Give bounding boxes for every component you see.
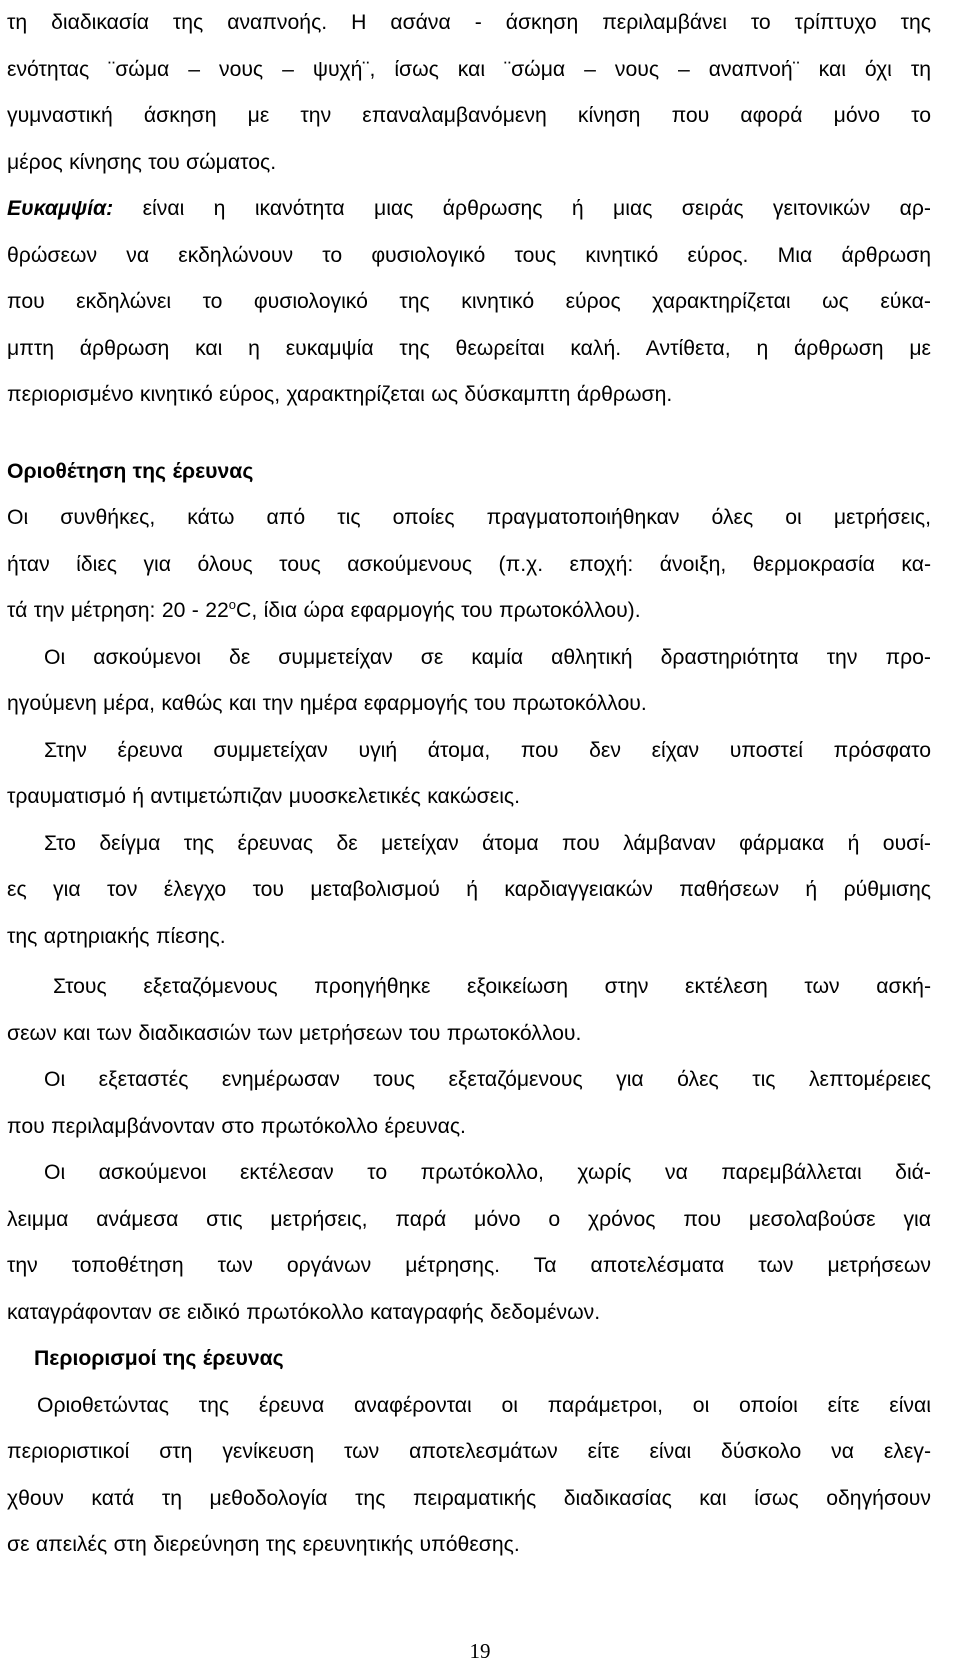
text-line: της αρτηριακής πίεσης. <box>7 924 226 948</box>
text-line: ηγούμενη μέρα, καθώς και την ημέρα εφαρμογής του πρωτοκόλλου. <box>7 692 647 715</box>
temperature-text-continued: C, ίδια ώρα εφαρμογής του πρωτοκόλλου). <box>236 599 641 622</box>
text-line: μέρος κίνησης του σώματος. <box>7 150 277 174</box>
paragraph <box>7 1150 931 1336</box>
section-heading: Οριοθέτηση της έρευνας <box>7 459 254 483</box>
document-body <box>7 0 931 1569</box>
text-line: Στο δείγμα της έρευνας δε μετείχαν άτομα που λάμβαναν φάρμακα ή ουσί- <box>44 831 931 855</box>
temperature-text: τά την μέτρηση: 20 - 22 <box>7 599 229 622</box>
text-line: Στην έρευνα συμμετείχαν υγιή άτομα, που δεν είχαν υποστεί πρόσφατο <box>44 738 931 762</box>
text-line: λειμμα ανάμεσα στις μετρήσεις, παρά μόνο ο χρόνος που μεσολαβούσε για <box>7 1207 931 1231</box>
text-line: Στους εξεταζόμενους προηγήθηκε εξοικείωση στην εκτέλεση των ασκή- <box>53 975 931 998</box>
text-line <box>7 186 931 233</box>
conditions-paragraph <box>7 495 931 635</box>
paragraph <box>7 964 931 1057</box>
text-line: ες για τον έλεγχο του μεταβολισμού ή καρδιαγγειακών παθήσεων ή ρύθμισης <box>7 878 931 901</box>
text-line: θρώσεων να εκδηλώνουν το φυσιολογικό τους κινητικό εύρος. Μια άρθρωση <box>7 243 931 267</box>
text-line: περιορισμένο κινητικό εύρος, χαρακτηρίζεται ως δύσκαμπτη άρθρωση. <box>7 383 673 406</box>
delimitation-section <box>7 449 931 1337</box>
text-line: χθουν κατά τη μεθοδολογία της πειραματικής διαδικασίας και ίσως οδηγήσουν <box>7 1486 931 1510</box>
flexibility-paragraph <box>7 186 931 419</box>
section-heading: Περιορισμοί της έρευνας <box>34 1347 284 1370</box>
text-line: σεων και των διαδικασιών των μετρήσεων του πρωτοκόλλου. <box>7 1021 582 1045</box>
flexibility-term: Ευκαμψία: <box>7 197 114 220</box>
text-line: Οι συνθήκες, κάτω από τις οποίες πραγματοποιήθηκαν όλες οι μετρήσεις, <box>7 506 931 529</box>
text-line: καταγράφονταν σε ειδικό πρωτόκολλο καταγραφής δεδομένων. <box>7 1300 601 1324</box>
paragraph <box>7 635 931 728</box>
text-line: ενότητας ¨σώμα – νους – ψυχή¨, ίσως και ¨σώμα – νους – αναπνοή¨ και όχι τη <box>7 57 931 81</box>
text-line: τη διαδικασία της αναπνοής. Η ασάνα - άσκηση περιλαμβάνει το τρίπτυχο της <box>7 11 931 34</box>
text-line: Οι εξεταστές ενημέρωσαν τους εξεταζόμενους για όλες τις λεπτομέρειες <box>44 1068 931 1091</box>
intro-paragraph <box>7 0 931 186</box>
paragraph <box>7 728 931 821</box>
text-line: που περιλαμβάνονταν στο πρωτόκολλο έρευνας. <box>7 1114 466 1138</box>
degree-superscript: ο <box>228 597 237 612</box>
flexibility-definition: είναι η ικανότητα μιας άρθρωσης ή μιας σειράς γειτονικών αρ- <box>113 197 931 220</box>
text-line: τραυματισμό ή αντιμετώπιζαν μυοσκελετικές κακώσεις. <box>7 785 521 808</box>
text-line: μπτη άρθρωση και η ευκαμψία της θεωρείται καλή. Αντίθετα, η άρθρωση με <box>7 336 931 360</box>
page-number: 19 <box>469 1639 491 1663</box>
section-gap <box>7 419 931 449</box>
text-line: γυμναστική άσκηση με την επαναλαμβανόμενη κίνηση που αφορά μόνο το <box>7 104 931 127</box>
text-line: που εκδηλώνει το φυσιολογικό της κινητικό εύρος χαρακτηρίζεται ως εύκα- <box>7 290 931 313</box>
text-line: σε απειλές στη διερεύνηση της ερευνητικής υπόθεσης. <box>7 1533 520 1556</box>
limitations-section <box>7 1336 931 1569</box>
text-line <box>7 588 931 635</box>
text-line: την τοποθέτηση των οργάνων μέτρησης. Τα αποτελέσματα των μετρήσεων <box>7 1254 931 1277</box>
text-line: Οι ασκούμενοι δε συμμετείχαν σε καμία αθλητική δραστηριότητα την προ- <box>44 645 931 669</box>
text-line: ήταν ίδιες για όλους τους ασκούμενους (π.χ. εποχή: άνοιξη, θερμοκρασία κα- <box>7 552 931 576</box>
text-line: Οριοθετώντας της έρευνα αναφέρονται οι παράμετροι, οι οποίοι είτε είναι <box>37 1393 931 1417</box>
paragraph <box>7 821 931 961</box>
text-line: Οι ασκούμενοι εκτέλεσαν το πρωτόκολλο, χωρίς να παρεμβάλλεται διά- <box>44 1161 931 1184</box>
text-line: περιοριστικοί στη γενίκευση των αποτελεσμάτων είτε είναι δύσκολο να ελεγ- <box>7 1440 931 1463</box>
paragraph <box>7 1057 931 1150</box>
